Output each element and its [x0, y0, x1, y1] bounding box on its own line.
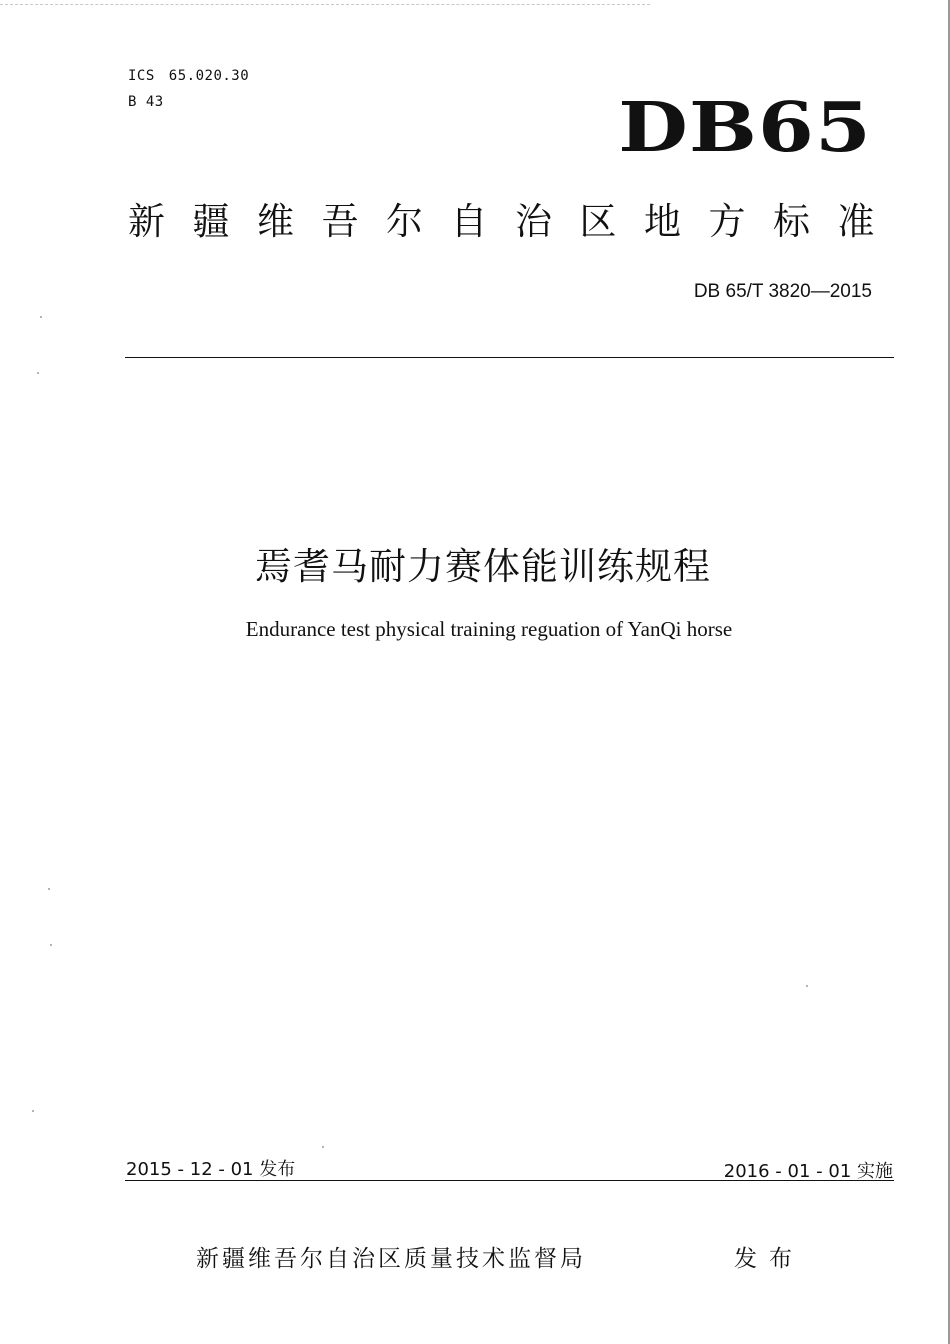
scan-edge-top [0, 4, 650, 5]
document-title-english: Endurance test physical training reguation of YanQi horse [245, 617, 733, 641]
ics-classification [128, 68, 249, 84]
scan-speck [322, 1146, 324, 1148]
scan-speck [48, 888, 50, 890]
ics-code: 65.020.30 [168, 68, 250, 84]
standard-number: DB 65/T 3820—2015 [693, 281, 872, 302]
top-divider [125, 357, 894, 358]
standard-category-name: 新疆维吾尔自治区地方标准 [128, 200, 902, 243]
publisher-name: 新疆维吾尔自治区质量技术监督局 [196, 1246, 586, 1272]
ccs-classification: B 43 [128, 94, 164, 110]
bottom-divider [125, 1180, 894, 1181]
document-title-chinese: 焉耆马耐力赛体能训练规程 [255, 545, 711, 588]
implementation-date: 2016 - 01 - 01 实施 [723, 1161, 893, 1182]
publish-label: 发布 [734, 1246, 804, 1272]
ics-label: ICS [128, 68, 155, 84]
scan-speck [806, 985, 808, 987]
scan-speck [32, 1110, 34, 1112]
scan-speck [50, 944, 52, 946]
db-logo: DB65 [618, 88, 872, 168]
scan-speck [40, 316, 42, 318]
scan-speck [37, 372, 39, 374]
issue-date: 2015 - 12 - 01 发布 [126, 1159, 296, 1180]
